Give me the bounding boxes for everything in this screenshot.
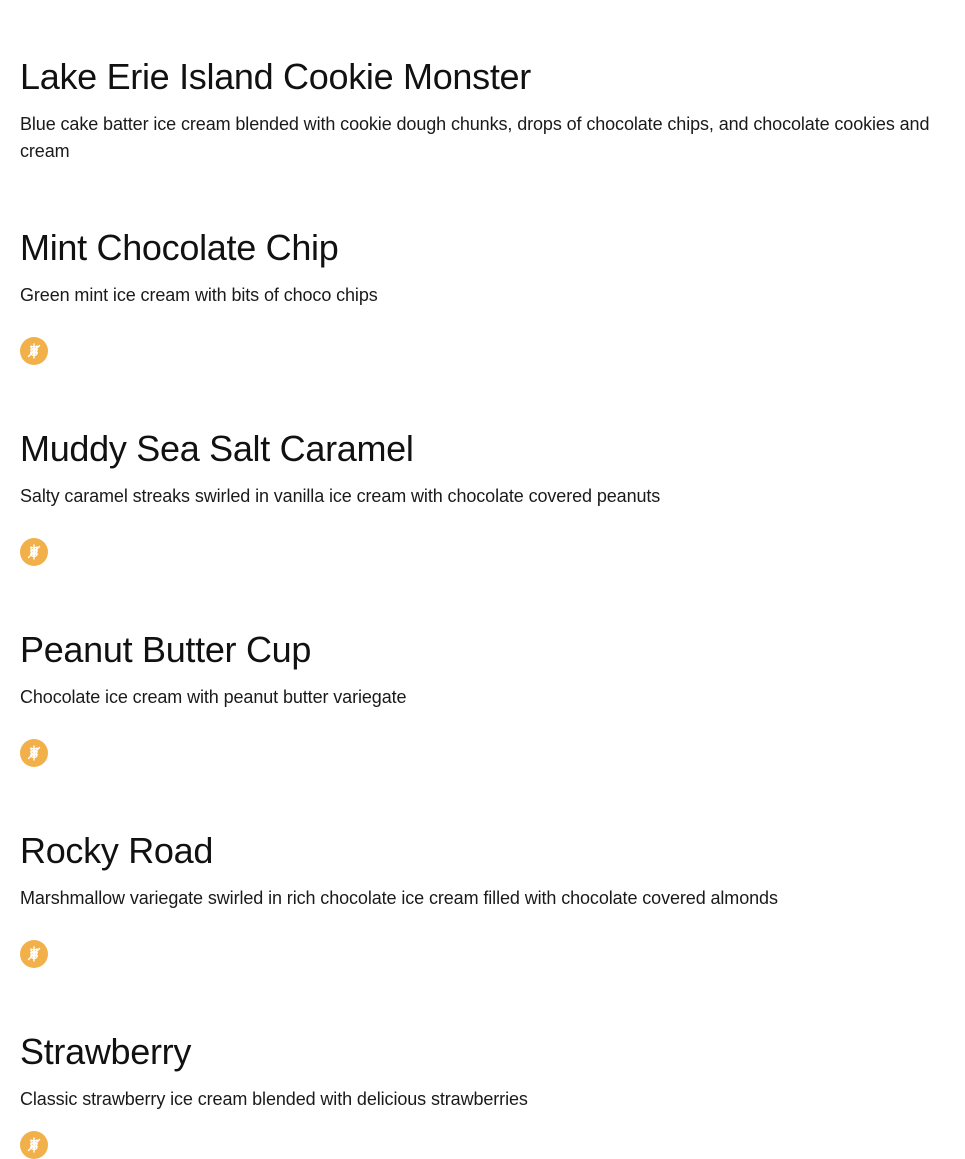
flavor-title: Rocky Road <box>20 830 214 871</box>
flavor-item <box>20 427 945 510</box>
flavor-description: Salty caramel streaks swirled in vanilla ice cream with chocolate covered peanuts <box>20 486 661 506</box>
flavor-item <box>20 55 945 165</box>
flavor-description: Green mint ice cream with bits of choco chips <box>20 285 378 305</box>
flavor-description: Blue cake batter ice cream blended with cookie dough chunks, drops of chocolate chips, and chocolate cookies and cream <box>20 114 930 161</box>
flavor-title: Lake Erie Island Cookie Monster <box>20 56 531 97</box>
flavor-item <box>20 1030 945 1113</box>
gluten-free-icon <box>20 538 48 566</box>
flavor-item <box>20 628 945 711</box>
flavor-title: Peanut Butter Cup <box>20 629 312 670</box>
flavor-title: Strawberry <box>20 1031 192 1072</box>
flavor-title: Muddy Sea Salt Caramel <box>20 428 414 469</box>
flavor-description: Marshmallow variegate swirled in rich chocolate ice cream filled with chocolate covered almonds <box>20 888 778 908</box>
flavor-description: Classic strawberry ice cream blended with delicious strawberries <box>20 1089 528 1109</box>
gluten-free-icon <box>20 337 48 365</box>
gluten-free-icon <box>20 739 48 767</box>
flavor-item <box>20 829 945 912</box>
flavor-title: Mint Chocolate Chip <box>20 227 339 268</box>
gluten-free-icon <box>20 940 48 968</box>
flavor-description: Chocolate ice cream with peanut butter variegate <box>20 687 407 707</box>
gluten-free-icon <box>20 1131 48 1159</box>
flavor-item <box>20 226 945 309</box>
